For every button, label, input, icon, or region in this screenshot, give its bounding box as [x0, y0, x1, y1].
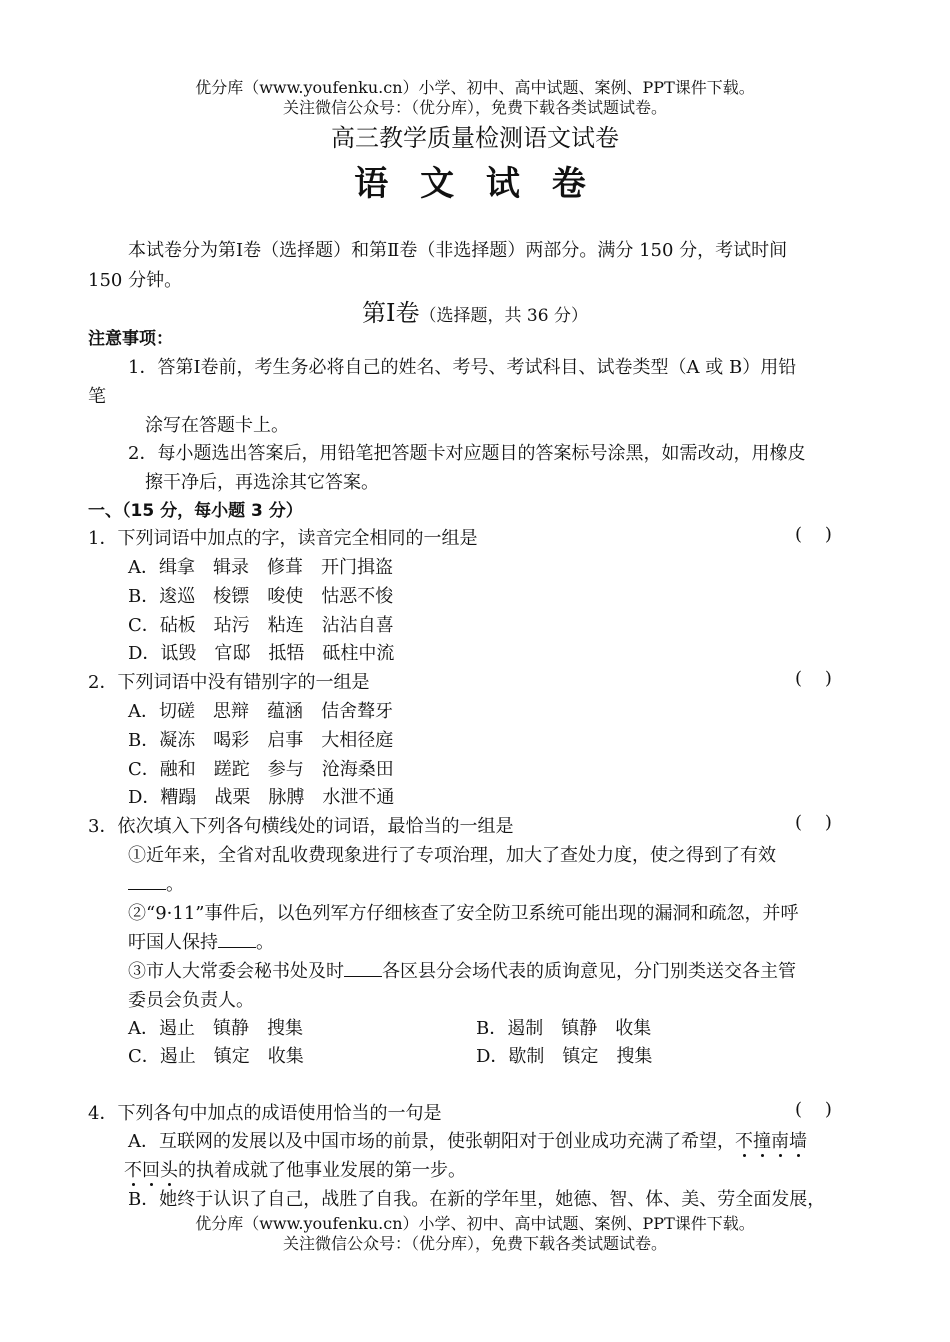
dotted-char: 南: [771, 1127, 789, 1153]
header-line-1: 优分库（www.youfenku.cn）小学、初中、高中试题、案例、PPT课件下载。: [195, 78, 755, 97]
question-3-stem: 3．依次填入下列各句横线处的词语，最恰当的一组是: [88, 816, 514, 837]
question-1-option-b: B．逡巡 梭镖 唆使 怙恶不悛: [128, 586, 394, 607]
section-heading: [0, 293, 950, 328]
footer-line-1: 优分库（www.youfenku.cn）小学、初中、高中试题、案例、PPT课件下载。: [195, 1214, 755, 1233]
question-3-sentence-2-cont: 吁国人保持 。: [128, 932, 274, 953]
question-3-option-b: B．遏制 镇静 收集: [476, 1018, 652, 1039]
question-3-option-a: A．遏止 镇静 搜集: [128, 1018, 303, 1039]
question-3-sentence-1-cont: 。: [128, 870, 184, 896]
question-2-option-b: B．凝冻 喝彩 启事 大相径庭: [128, 730, 394, 751]
question-3-option-d: D．歇制 镇定 搜集: [476, 1046, 653, 1067]
question-1-stem: 1．下列词语中加点的字，读音完全相同的一组是: [88, 528, 478, 549]
dotted-char: 不: [124, 1156, 142, 1182]
header-line-2: 关注微信公众号：（优分库），免费下载各类试题试卷。: [282, 98, 667, 117]
question-3-sentence-3-cont: 委员会负责人。: [128, 990, 254, 1011]
question-4-stem: 4．下列各句中加点的成语使用恰当的一句是: [88, 1103, 442, 1124]
dotted-char: 墙: [789, 1127, 807, 1153]
fill-blank: [128, 875, 166, 890]
question-1-option-d: D．诋毁 官邸 抵牾 砥柱中流: [128, 643, 395, 664]
answer-bracket: ( ): [795, 668, 832, 689]
question-4-option-a-cont: 不回头的执着成就了他事业发展的第一步。: [124, 1156, 466, 1182]
question-3-sentence-3: ③市人大常委会秘书处及时 各区县分会场代表的质询意见，分门别类送交各主管: [128, 961, 796, 982]
question-1-option-a: A．缉拿 辑录 修葺 开门揖盗: [128, 557, 393, 578]
question-4-option-b: B．她终于认识了自己，战胜了自我。在新的学年里，她德、智、体、美、劳全面发展，: [128, 1189, 826, 1210]
dotted-idiom: [735, 1131, 807, 1152]
question-2-option-a: A．切磋 思辩 蕴涵 佶舍聱牙: [128, 701, 393, 722]
question-3-sentence-1: ①近年来，全省对乱收费现象进行了专项治理，加大了查处力度，使之得到了有效: [128, 845, 776, 866]
exam-subtitle: 高三教学质量检测语文试卷: [331, 124, 619, 152]
answer-bracket: ( ): [795, 1099, 832, 1120]
notice-title: 注意事项：: [88, 329, 173, 349]
intro-text: 本试卷分为第Ⅰ卷（选择题）和第Ⅱ卷（非选择题）两部分。满分 150 分，考试时间: [128, 240, 788, 261]
question-1-option-c: C．砧板 玷污 粘连 沾沾自喜: [128, 615, 394, 636]
exam-title: 语 文 试 卷: [354, 164, 596, 204]
question-2-stem: 2．下列词语中没有错别字的一组是: [88, 672, 370, 693]
answer-bracket: ( ): [795, 812, 832, 833]
dotted-char: 撞: [753, 1127, 771, 1153]
intro-text-cont: 150 分钟。: [88, 270, 183, 291]
dotted-idiom: [124, 1160, 178, 1181]
fill-blank: [344, 962, 382, 977]
notice-item-1-cont: 笔: [88, 386, 106, 407]
answer-bracket: ( ): [795, 524, 832, 545]
section-heading-note: （选择题，共 36 分）: [419, 306, 588, 326]
notice-item-2-cont: 擦干净后，再选涂其它答案。: [145, 472, 379, 493]
fill-blank: [218, 933, 256, 948]
dotted-char: 回: [142, 1156, 160, 1182]
notice-item-1: 1．答第Ⅰ卷前，考生务必将自己的姓名、考号、考试科目、试卷类型（A 或 B）用铅: [128, 357, 797, 378]
dotted-char: 不: [735, 1127, 753, 1153]
notice-item-2: 2．每小题选出答案后，用铅笔把答题卡对应题目的答案标号涂黑，如需改动，用橡皮: [128, 443, 806, 464]
question-2-option-c: C．融和 蹉跎 参与 沧海桑田: [128, 759, 394, 780]
section-heading-main: 第Ⅰ卷: [362, 299, 420, 327]
footer-line-2: 关注微信公众号：（优分库），免费下载各类试题试卷。: [282, 1234, 667, 1253]
question-3-option-c: C．遏止 镇定 收集: [128, 1046, 304, 1067]
notice-item-1-cont2: 涂写在答题卡上。: [145, 415, 289, 436]
question-3-sentence-2: ②“9·11”事件后，以色列军方仔细核查了安全防卫系统可能出现的漏洞和疏忽，并呼: [128, 903, 799, 924]
part-heading: 一、（15 分，每小题 3 分）: [88, 501, 303, 521]
dotted-char: 头: [160, 1156, 178, 1182]
question-4-option-a: A．互联网的发展以及中国市场的前景，使张朝阳对于创业成功充满了希望，不撞南墙: [128, 1127, 807, 1153]
question-2-option-d: D．糟蹋 战栗 脉膊 水泄不通: [128, 787, 395, 808]
